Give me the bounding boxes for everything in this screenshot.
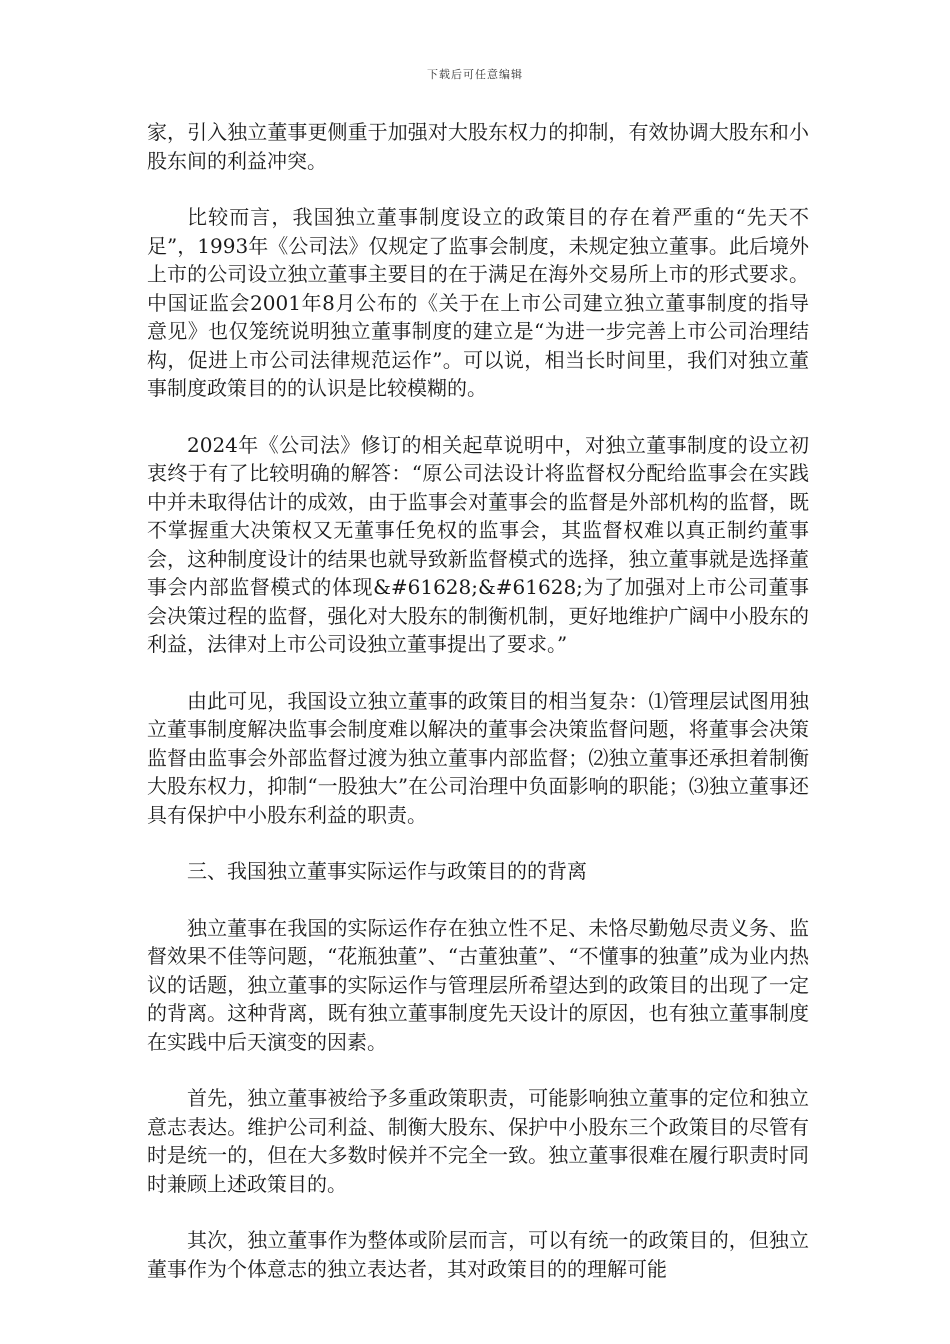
paragraph-continuation: 家，引入独立董事更侧重于加强对大股东权力的抑制，有效协调大股东和小股东间的利益冲突。 — [147, 120, 809, 173]
paragraph-secondly: 其次，独立董事作为整体或阶层而言，可以有统一的政策目的，但独立董事作为个体意志的独立表达者，其对政策目的的理解可能 — [147, 1228, 809, 1281]
page-header: 下载后可任意编辑 — [427, 68, 523, 81]
paragraph-actual-operation: 独立董事在我国的实际运作存在独立性不足、未恪尽勤勉尽责义务、监督效果不佳等问题，“花瓶独董”、“古董独董”、“不懂事的独董”成为业内热议的话题，独立董事的实际运作与管理层所希望达到的政策目的出现了一定的背离。这种背离，既有独立董事制度先天设计的原因，也有独立董事制度在实践中后天演变的因素。 — [147, 915, 809, 1054]
paragraph-policy-purposes: 由此可见，我国设立独立董事的政策目的相当复杂：⑴管理层试图用独立董事制度解决监事会制度难以解决的董事会决策监督问题，将董事会决策监督由监事会外部监督过渡为独立董事内部监督；⑵独立董事还承担着制衡大股东权力，抑制“一股独大”在公司治理中负面影响的职能；⑶独立董事还具有保护中小股东利益的职责。 — [147, 688, 809, 827]
section-heading: 三、我国独立董事实际运作与政策目的的背离 — [187, 859, 587, 883]
document-body — [147, 118, 809, 1311]
paragraph-firstly: 首先，独立董事被给予多重政策职责，可能影响独立董事的定位和独立意志表达。维护公司利益、制衡大股东、保护中小股东三个政策目的尽管有时是统一的，但在大多数时候并不完全一致。独立董事很难在履行职责时同时兼顾上述政策目的。 — [147, 1086, 809, 1196]
paragraph-company-law-2024: 2024年《公司法》修订的相关起草说明中，对独立董事制度的设立初衷终于有了比较明确的解答：“原公司法设计将监督权分配给监事会在实践中并未取得估计的成效，由于监事会对董事会的监督是外部机构的监督，既不掌握重大决策权又无董事任免权的监事会，其监督权难以真正制约董事会，这种制度设计的结果也就导致新监督模式的选择，独立董事就是选择董事会内部监督模式的体现&#61628;&#61628;为了加强对上市公司董事会决策过程的监督，强化对大股东的制衡机制，更好地维护广阔中小股东的利益，法律对上市公司设独立董事提出了要求。” — [147, 432, 809, 656]
paragraph-policy-comparison: 比较而言，我国独立董事制度设立的政策目的存在着严重的“先天不足”，1993年《公司法》仅规定了监事会制度，未规定独立董事。此后境外上市的公司设立独立董事主要目的在于满足在海外交易所上市的形式要求。中国证监会2001年8月公布的《关于在上市公司建立独立董事制度的指导意见》也仅笼统说明独立董事制度的建立是“为进一步完善上市公司治理结构，促进上市公司法律规范运作”。可以说，相当长时间里，我们对独立董事制度政策目的的认识是比较模糊的。 — [147, 205, 809, 400]
